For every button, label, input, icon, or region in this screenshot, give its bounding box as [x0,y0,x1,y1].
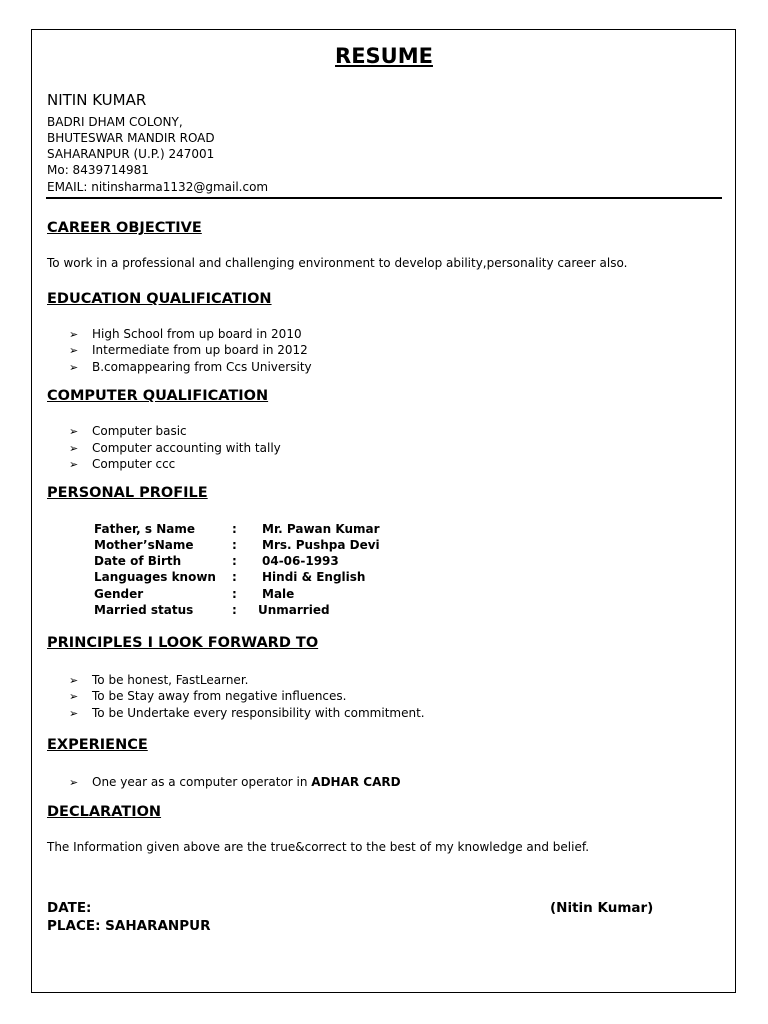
candidate-name: NITIN KUMAR [47,91,147,109]
career-objective-heading: CAREER OBJECTIVE [47,220,202,236]
address-line-1: BADRI DHAM COLONY, [47,115,183,129]
profile-label: Gender [94,587,144,601]
principle-item-text: To be Undertake every responsibility with commitment. [92,706,425,720]
experience-item [69,775,401,789]
computer-item-text: Computer ccc [92,457,176,471]
profile-separator: : [232,603,237,617]
computer-item [69,424,187,438]
personal-profile-heading: PERSONAL PROFILE [47,485,208,501]
arrow-bullet-icon: ➢ [69,674,79,687]
mobile-line: Mo: 8439714981 [47,163,149,177]
profile-separator: : [232,522,237,536]
profile-value: Hindi & English [262,570,366,584]
arrow-bullet-icon: ➢ [69,776,79,789]
arrow-bullet-icon: ➢ [69,361,79,374]
education-item-text: High School from up board in 2010 [92,327,302,341]
arrow-bullet-icon: ➢ [69,328,79,341]
computer-item [69,457,175,471]
principle-item-text: To be Stay away from negative influences. [92,689,347,703]
arrow-bullet-icon: ➢ [69,707,79,720]
principle-item-text: To be honest, FastLearner. [92,673,249,687]
profile-separator: : [232,570,237,584]
profile-separator: : [232,587,237,601]
profile-value: Mrs. Pushpa Devi [262,538,380,552]
experience-heading: EXPERIENCE [47,737,148,753]
address-line-3: SAHARANPUR (U.P.) 247001 [47,147,215,161]
place-label: PLACE: SAHARANPUR [47,918,211,934]
education-item [69,343,308,357]
principles-heading: PRINCIPLES I LOOK FORWARD TO [47,635,319,651]
profile-value: Mr. Pawan Kumar [262,522,380,536]
experience-organization: ADHAR CARD [311,775,401,789]
address-line-2: BHUTESWAR MANDIR ROAD [47,131,215,145]
career-objective-text: To work in a professional and challenging environment to develop ability,personality career also. [47,256,628,270]
education-item [69,327,302,341]
email-line: EMAIL: nitinsharma1132@gmail.com [47,180,269,194]
profile-separator: : [232,538,237,552]
experience-item-text: One year as a computer operator in [92,775,312,789]
profile-value: 04-06-1993 [262,554,339,568]
resume-title: RESUME [335,44,433,68]
arrow-bullet-icon: ➢ [69,442,79,455]
principle-item [69,706,425,720]
profile-label: Languages known [94,570,216,584]
profile-separator: : [232,554,237,568]
declaration-text: The Information given above are the true&correct to the best of my knowledge and belief. [47,840,590,854]
profile-value: Male [262,587,295,601]
principle-item [69,673,248,687]
education-item [69,360,312,374]
profile-label: Married status [94,603,194,617]
profile-label: Father, s Name [94,522,196,536]
education-item-text: B.comappearing from Ccs University [92,360,312,374]
header-divider [46,197,722,199]
computer-item-text: Computer basic [92,424,187,438]
profile-label: Mother’sName [94,538,194,552]
principle-item [69,689,346,703]
education-item-text: Intermediate from up board in 2012 [92,343,308,357]
declaration-heading: DECLARATION [47,804,162,820]
arrow-bullet-icon: ➢ [69,458,79,471]
computer-item-text: Computer accounting with tally [92,441,281,455]
arrow-bullet-icon: ➢ [69,690,79,703]
profile-label: Date of Birth [94,554,182,568]
profile-value: Unmarried [258,603,330,617]
arrow-bullet-icon: ➢ [69,344,79,357]
education-heading: EDUCATION QUALIFICATION [47,291,272,307]
computer-heading: COMPUTER QUALIFICATION [47,388,269,404]
computer-item [69,441,281,455]
arrow-bullet-icon: ➢ [69,425,79,438]
date-label: DATE: [47,900,92,916]
signature-name: (Nitin Kumar) [550,900,654,916]
